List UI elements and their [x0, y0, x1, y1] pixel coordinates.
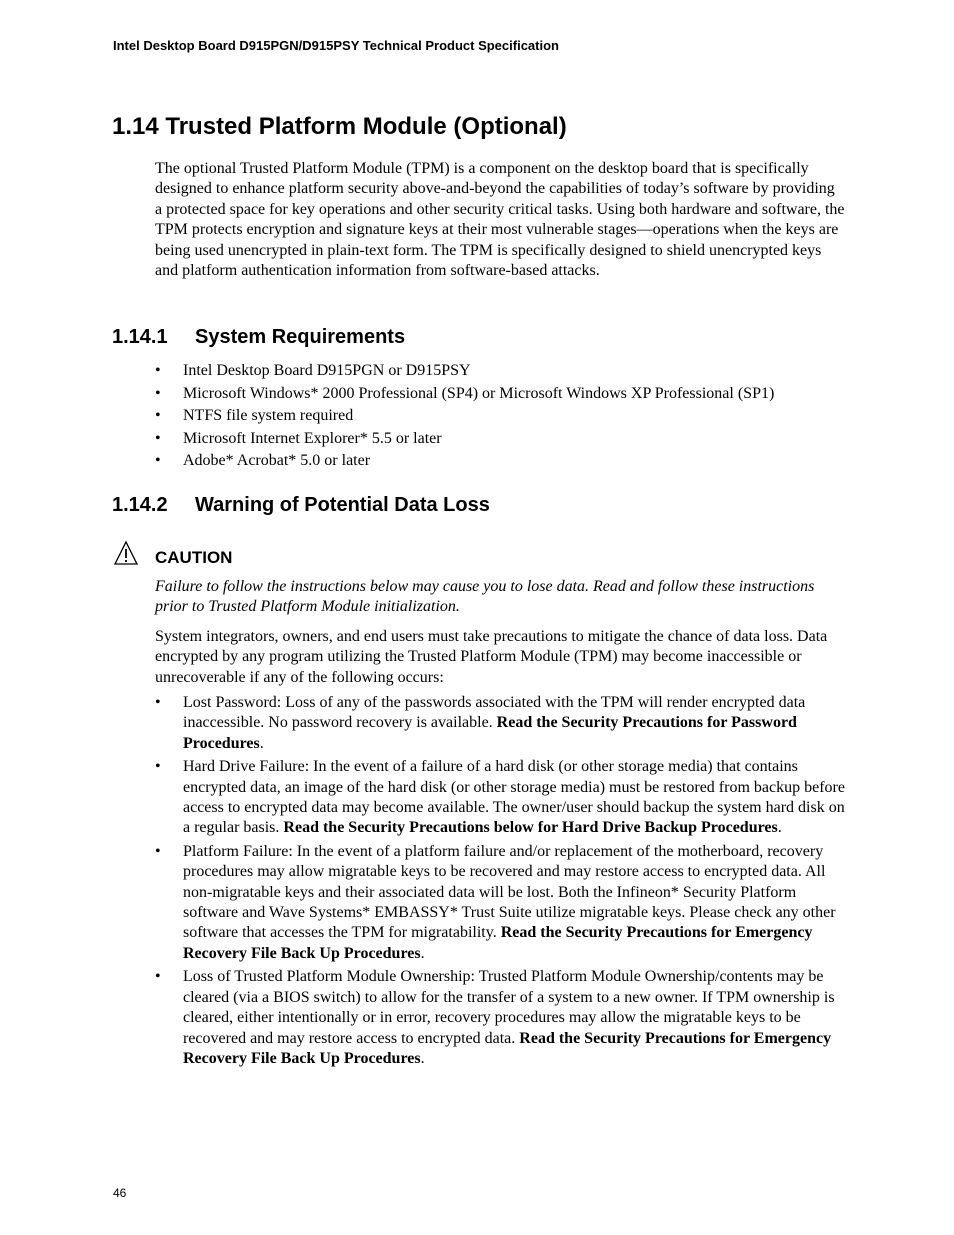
requirements-list — [155, 360, 845, 473]
list-item-text: Loss of Trusted Platform Module Ownership: Trusted Platform Module Ownership/contents may be cleared (via a BIOS switch) to allow for the transfer of a system to a new owner. If TPM ownership is cleared, either intentionally or in error, recovery procedures may allow the migratable keys to be recovered and may restore access to encrypted data. — [183, 968, 835, 1047]
list-item-emphasis: Read the Security Precautions for Emergency Recovery File Back Up Procedures — [183, 924, 813, 962]
list-item-text: Lost Password: Loss of any of the passwords associated with the TPM will render encrypted data inaccessible. No password recovery is available. — [183, 694, 806, 732]
list-item-end: . — [777, 819, 782, 837]
requirements-number: 1.14.1 — [112, 326, 168, 348]
section-intro: The optional Trusted Platform Module (TPM) is a component on the desktop board that is specifically designed to enhance platform security above-and-beyond the capabilities of today’s software by providing a protected space for key operations and other security critical tasks. Using both hardware and software, the TPM protects encryption and signature keys at their most vulnerable stages—operations when the keys are being used unencrypted in plain-text form. The TPM is specifically designed to shield unencrypted keys and platform authentication information from software-based attacks. — [155, 160, 845, 280]
list-item — [155, 757, 845, 839]
page-header: Intel Desktop Board D915PGN/D915PSY Technical Product Specification — [113, 38, 559, 53]
list-item — [155, 967, 845, 1069]
list-item-end: . — [420, 1049, 425, 1067]
section-title: 1.14 Trusted Platform Module (Optional) — [112, 113, 567, 140]
list-item-emphasis: Read the Security Precautions for Emergency Recovery File Back Up Procedures — [183, 1029, 832, 1067]
caution-text: Failure to follow the instructions below may cause you to lose data. Read and follow these instructions prior to Trusted Platform Module initialization. — [155, 578, 815, 616]
data-loss-list — [155, 693, 845, 1072]
list-item: • Microsoft Windows* 2000 Professional (SP4) or Microsoft Windows XP Professional (SP1) — [155, 383, 845, 406]
caution-label: CAUTION — [155, 548, 233, 567]
requirements-title: System Requirements — [195, 326, 406, 348]
warning-heading — [112, 494, 490, 517]
list-item-end: . — [259, 734, 264, 752]
list-item-emphasis: Read the Security Precautions below for Hard Drive Backup Procedures — [283, 819, 778, 837]
list-item: • Microsoft Internet Explorer* 5.5 or later — [155, 428, 845, 451]
page-number: 46 — [113, 1186, 127, 1200]
list-item — [155, 842, 845, 964]
list-item — [155, 693, 845, 754]
list-item: • Intel Desktop Board D915PGN or D915PSY — [155, 360, 845, 383]
list-item-text: Hard Drive Failure: In the event of a failure of a hard disk (or other storage media) that contains encrypted data, an image of the hard disk (or other storage media) must be restored from backup before access to encrypted data may become available. The owner/user should backup the system hard disk on a regular basis. — [183, 758, 845, 837]
warning-number: 1.14.2 — [112, 494, 168, 516]
warning-triangle-icon — [113, 540, 139, 566]
list-item-text: Platform Failure: In the event of a platform failure and/or replacement of the motherboard, recovery procedures may allow migratable keys to be recovered and may restore access to encrypted data. All non-migratable keys and their associated data will be lost. Both the Infineon* Security Platform software and Wave Systems* EMBASSY* Trust Suite utilize migratable keys. Please check any other software that accesses the TPM for migratability. — [183, 842, 836, 942]
list-item-emphasis: Read the Security Precautions for Password Procedures — [183, 714, 797, 752]
list-item: • NTFS file system required — [155, 405, 845, 428]
warning-title: Warning of Potential Data Loss — [195, 494, 490, 516]
list-item-end: . — [420, 944, 425, 962]
warning-intro: System integrators, owners, and end users must take precautions to mitigate the chance of data loss. Data encrypted by any program utilizing the Trusted Platform Module (TPM) may become inaccessible or unrecoverable if any of the following occurs: — [155, 628, 828, 686]
list-item: • Adobe* Acrobat* 5.0 or later — [155, 450, 845, 473]
requirements-heading — [112, 326, 405, 349]
